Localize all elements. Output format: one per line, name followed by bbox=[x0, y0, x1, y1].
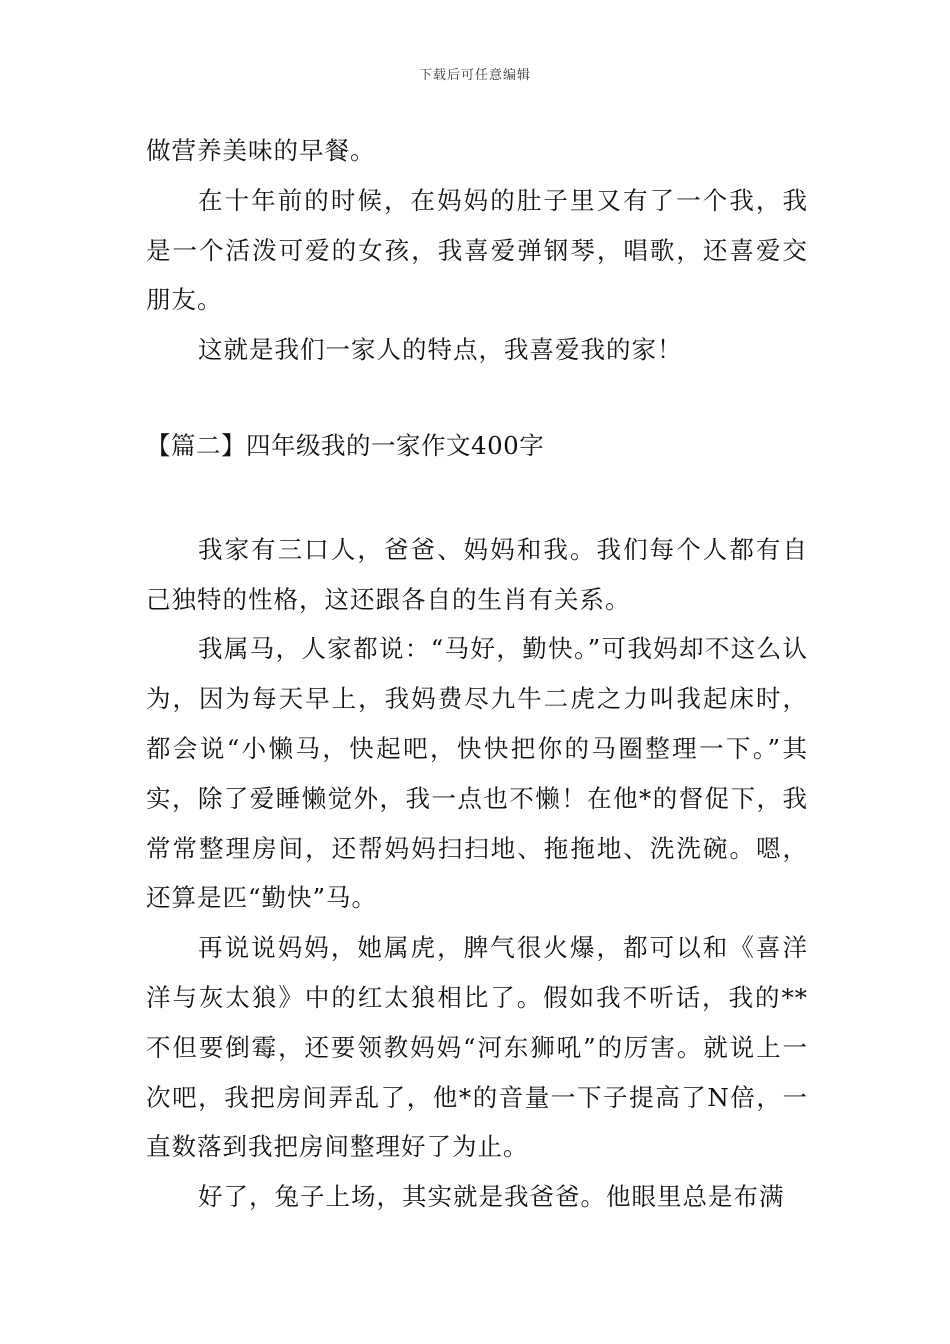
paragraph-7: 好了，兔子上场，其实就是我爸爸。他眼里总是布满 bbox=[198, 1182, 785, 1212]
paragraph-2: 在十年前的时候，在妈妈的肚子里又有了一个我，我是一个活泼可爱的女孩，我喜爱弹钢琴，唱歌，还喜爱交朋友。 bbox=[146, 185, 808, 315]
paragraph-3: 这就是我们一家人的特点，我喜爱我的家！ bbox=[198, 335, 683, 365]
paragraph-6: 再说说妈妈，她属虎，脾气很火爆，都可以和《喜洋洋与灰太狼》中的红太狼相比了。假如我不听话，我的**不但要倒霉，还要领教妈妈“河东狮吼”的厉害。就说上一次吧，我把房间弄乱了，他*的音量一下子提高了N倍，一直数落到我把房间整理好了为止。 bbox=[146, 933, 808, 1162]
paragraph-4: 我家有三口人，爸爸、妈妈和我。我们每个人都有自己独特的性格，这还跟各自的生肖有关系。 bbox=[146, 534, 808, 614]
page-header: 下载后可任意编辑 bbox=[418, 68, 531, 83]
section-title: 【篇二】四年级我的一家作文400字 bbox=[146, 430, 545, 460]
document-body bbox=[146, 126, 808, 1222]
paragraph-5: 我属马，人家都说：“马好，勤快。”可我妈却不这么认为，因为每天早上，我妈费尽九牛二虎之力叫我起床时，都会说“小懒马，快起吧，快快把你的马圈整理一下。”其实，除了爱睡懒觉外，我一点也不懒！在他*的督促下，我常常整理房间，还帮妈妈扫扫地、拖拖地、洗洗碗。嗯，还算是匹“勤快”马。 bbox=[146, 634, 808, 913]
paragraph-1: 做营养美味的早餐。 bbox=[146, 136, 376, 165]
